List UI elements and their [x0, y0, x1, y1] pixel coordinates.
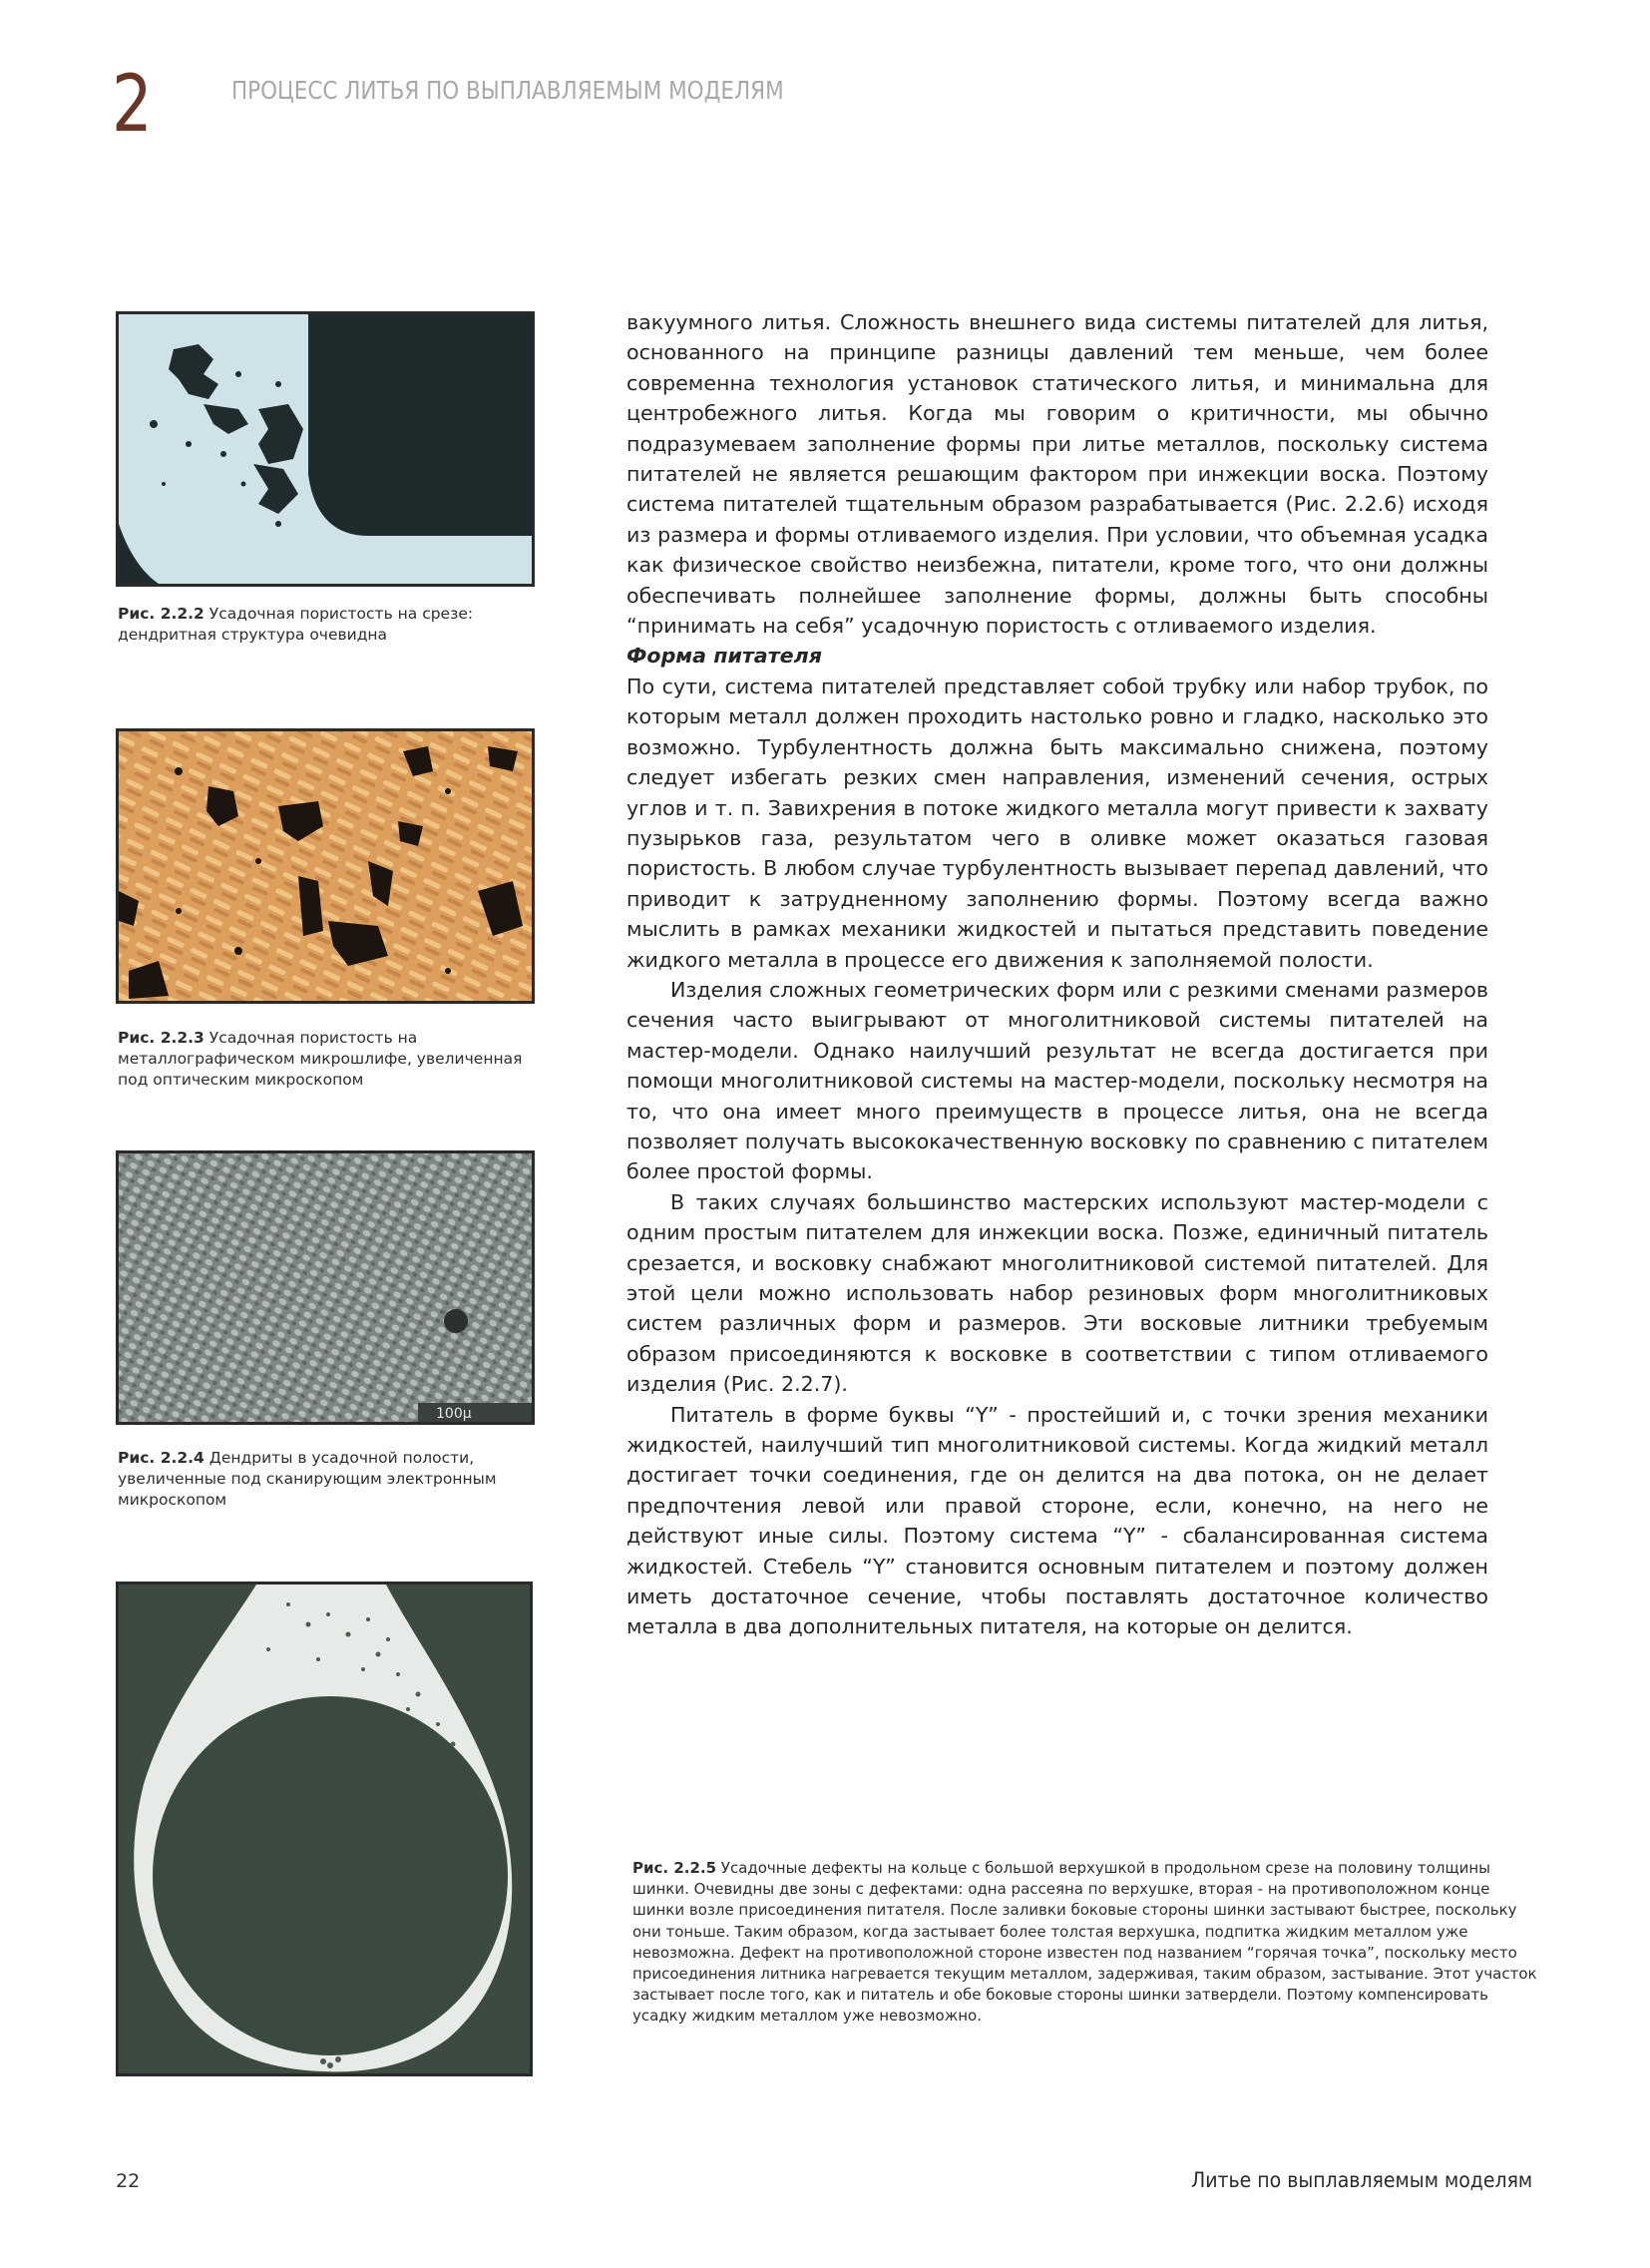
- caption-text: Усадочные дефекты на кольце с большой верхушкой в продольном срезе на половину толщины шинки. Очевидны две зоны с дефектами: одна рассеяна по верхушке, вторая - на противоположном конце шинки возле присоединения питателя. После заливки боковые стороны шинки застывают быстрее, поскольку они тоньше. Таким образом, когда застывает более толстая верхушка, подпитка жидким металлом уже невозможна. Дефект на противоположной стороне известен под названием “горячая точка”, поскольку место присоединения литника нагревается текущим металлом, задерживая, таким образом, застывание. Этот участок застывает после того, как и питатель и обе боковые стороны шинки затвердели. Поэтому компенсировать усадку жидким металлом уже невозможно.: [632, 1859, 1537, 2026]
- paragraph: По сути, система питателей представляет собой трубку или набор трубок, по которым металл должен проходить настолько ровно и гладко, насколько это возможно. Турбулентность должна быть максимально снижена, поэтому следует избегать резких смен направления, изменений сечения, острых углов и т. п. Завихрения в потоке жидкого металла могут привести к захвату пузырьков газа, результатом чего в оливке может оказаться газовая пористость. В любом случае турбулентность вызывает перепад давлений, что приводит к затрудненному заполнению формы. Поэтому всегда важно мыслить в рамках механики жидкостей и пытаться представить поведение жидкого металла в процессе его движения к заполняемой полости.: [626, 674, 1488, 972]
- micrograph-orange-metallographic: [119, 731, 532, 1001]
- paragraph: Изделия сложных геометрических форм или с резкими сменами размеров сечения часто выигрывают от многолитниковой системы питателей на мастер-модели. Однако наилучший результат не всегда достигается при помощи многолитниковой системы на мастер-модели, поскольку несмотря на то, что она имеет много преимуществ в процессе литья, она не всегда позволяет получать высококачественную восковку по сравнению с питателем более простой формы.: [626, 977, 1488, 1184]
- paragraph: В таких случаях большинство мастерских используют мастер-модели с одним простым питателем для инжекции воска. Позже, единичный питатель срезается, и восковку снабжают многолитниковой системой питателей. Для этой цели можно использовать набор резиновых форм многолитниковых систем различных форм и размеров. Эти восковые литники требуемым образом присоединяются к восковке в соответствии с типом отливаемого изделия (Рис. 2.2.7).: [626, 1189, 1488, 1397]
- paragraph: Питатель в форме буквы “Y” - простейший и, с точки зрения механики жидкостей, наилучший тип многолитниковой системы. Когда жидкий металл достигает точки соединения, где он делится на два потока, он не делает предпочтения левой или правой стороне, если, конечно, на него не действуют иные силы. Поэтому система “Y” - сбалансированная система жидкостей. Стебель “Y” становится основным питателем и поэтому должен иметь достаточное сечение, чтобы поставлять достаточное количество металла в два дополнительных питателя, на которые он делится.: [626, 1402, 1488, 1639]
- sem-dendrites-gray: [119, 1153, 532, 1422]
- page-number: 22: [116, 2170, 141, 2192]
- paragraph: вакуумного литья. Сложность внешнего вида системы питателей для литья, основанного на принципе разницы давлений тем меньше, чем более современна технология установок статического литья, и минимальна для центробежного литья. Когда мы говорим о критичности, мы обычно подразумеваем заполнение формы при литье металлов, поскольку система питателей не является решающим фактором при инжекции воска. Поэтому система питателей тщательным образом разрабатывается (Рис. 2.2.6) исходя из размера и формы отливаемого изделия. При условии, что объемная усадка как физическое свойство неизбежна, питатели, кроме того, что они должны обеспечивать полнейшее заполнение формы, должны быть способны “принимать на себя” усадочную пористость с отливаемого изделия.: [626, 310, 1488, 639]
- figure-id: Рис. 2.2.4: [118, 1449, 205, 1467]
- figure-2-2-5-caption: [632, 1858, 1540, 2028]
- figure-2-2-2-image: [116, 311, 535, 587]
- figure-id: Рис. 2.2.3: [118, 1029, 205, 1047]
- scale-bar-label: 100μ: [436, 1406, 472, 1422]
- ring-cross-section: [119, 1585, 530, 2073]
- figure-id: Рис. 2.2.5: [632, 1859, 717, 1877]
- caption-text: Дендриты в усадочной полости, увеличенные под сканирующим электронным микроскопом: [118, 1449, 497, 1509]
- figure-2-2-5-image: [116, 1582, 533, 2076]
- section-subheading: Форма питателя: [626, 644, 822, 669]
- chapter-number: 2: [112, 60, 153, 150]
- figure-2-2-2-caption: [118, 604, 557, 646]
- caption-text: Усадочная пористость на срезе: дендритная структура очевидна: [118, 605, 474, 644]
- micrograph-light-blue-porosity: [119, 314, 532, 584]
- figure-id: Рис. 2.2.2: [118, 605, 205, 623]
- caption-text: Усадочная пористость на металлографическом микрошлифе, увеличенная под оптическим микроскопом: [118, 1029, 523, 1089]
- body-text: [626, 307, 1488, 1642]
- figure-2-2-3-image: [116, 728, 535, 1004]
- figure-2-2-4-caption: [118, 1448, 557, 1511]
- figure-2-2-4-image: [116, 1150, 535, 1425]
- chapter-title: ПРОЦЕСС ЛИТЬЯ ПО ВЫПЛАВЛЯЕМЫМ МОДЕЛЯМ: [231, 76, 784, 105]
- running-title: Литье по выплавляемым моделям: [1190, 2168, 1532, 2192]
- figure-2-2-3-caption: [118, 1028, 557, 1091]
